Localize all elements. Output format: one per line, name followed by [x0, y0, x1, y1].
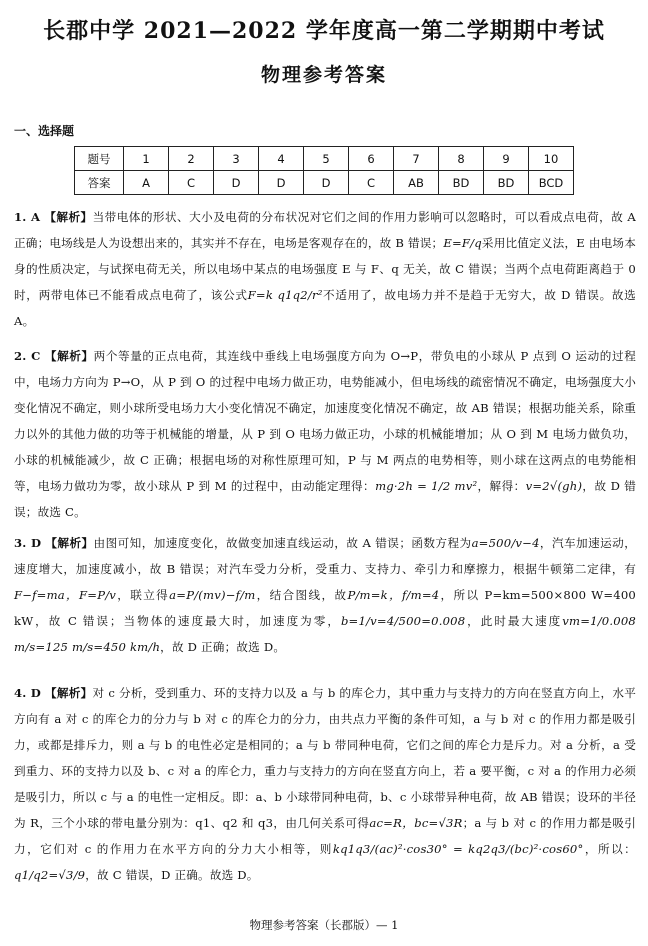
question-2	[14, 343, 636, 525]
answer-table-cell: C	[169, 171, 214, 195]
question-text: 采用比值定义法，E 由电场本身的性质决定，与试探电荷无关，所以电场中某点的电场强度 E 与 F、q 无关，故 C 错误；当两个点电荷距离趋于 0 时，两带电体已不能看成点电荷了，该公式	[14, 236, 637, 302]
question-text: ，此时最大速度	[465, 614, 563, 628]
question-4	[14, 680, 636, 888]
question-text: ，故 D 错误；故选 C。	[14, 479, 636, 519]
formula: P/m=k，f/m=4	[347, 588, 440, 602]
page-subtitle: 物理参考答案	[260, 64, 387, 86]
section-heading: 一、选择题	[14, 124, 75, 138]
answer-table-cell: C	[349, 171, 394, 195]
formula: F=k q1q2/r²	[247, 288, 323, 302]
question-text: 两个等量的正点电荷，其连线中垂线上电场强度方向为 O→P，带负电的小球从 P 点到 O 运动的过程中，电场力方向为 P→O，从 P 到 O 的过程中电场力做正功，电势能减小，但电场线的疏密情况不确定，电场强度大小变化情况不确定，则小球所受电场力大小变化情况不确定，加速度变化情况不确定，故 AB 错误；根据功能关系，除重力以外的其他力做的功等于机械能的增量，从 P 到 O 电场力做正功，小球的机械能增加；从 O 到 M 电场力做负功，小球的机械能减少，故 C 正确；根据电场的对称性原理可知，P 与 M 两点的电势相等，则小球在这两点的电势能相等，电场力做功为零，故小球从 P 到 M 的过程中，由动能定理得：	[14, 349, 636, 493]
answer-table-cell: 1	[124, 147, 169, 171]
question-number: 1. A	[14, 210, 41, 224]
answer-table-cell: BD	[439, 171, 484, 195]
analysis-tag: 【解析】	[44, 349, 94, 363]
formula: a=500/v−4	[471, 536, 540, 550]
question-number: 2. C	[14, 349, 41, 363]
answer-table-cell: 7	[394, 147, 439, 171]
question-text: ，所以 P=km=500×800 W=400 kW，故 C 错误；当物体的速度最大时，加速度为零，	[14, 588, 636, 628]
question-text: ；a 与 b 对 c 的作用力都是吸引力，它们对 c 的作用力在水平方向的分力大小相等，则	[14, 816, 637, 856]
formula: E=F/q	[443, 236, 482, 250]
question-number: 3. D	[14, 536, 42, 550]
answer-table-cell: 10	[529, 147, 574, 171]
answer-table-cell: 5	[304, 147, 349, 171]
answer-table-cell: AB	[394, 171, 439, 195]
answer-table-row-label: 题号	[75, 147, 124, 171]
question-text: 不适用了，故电场力并不是趋于无穷大，故 D 错误。故选 A。	[14, 288, 636, 328]
question-text: ，所以：	[583, 842, 636, 856]
formula: q1/q2=√3/9	[14, 868, 86, 882]
answer-table-cell: D	[304, 171, 349, 195]
answer-table-cell: D	[259, 171, 304, 195]
page-footer: 物理参考答案（长郡版）— 1	[249, 918, 399, 932]
question-text: 对 c 分析，受到重力、环的支持力以及 a 与 b 的库仑力，其中重力与支持力的方向在竖直方向上，水平方向有 a 对 c 的库仑力的分力与 b 对 c 的库仑力的分力，由共点力平衡的条件可知，a 与 b 对 c 的作用力都是吸引力，或都是排斥力，则 a 与 b 的电性必定是相同的；a 与 b 带同种电荷，它们之间的库仑力是斥力。对 a 分析，a 受到重力、环的支持力以及 b、c 对 a 的库仑力，重力与支持力的方向在竖直方向上，若 a 要平衡，c 对 a 的作用力必须是吸引力，所以 c 与 a 的电性一定相反。即：a、b 小球带同种电荷，b、c 小球带异种电荷，故 AB 错误；设环的半径为 R，三个小球的带电量分别为：q1、q2 和 q3，由几何关系可得	[14, 686, 636, 830]
formula: v=2√(gh)	[525, 479, 583, 493]
answer-table-cell: BD	[484, 171, 529, 195]
answer-table	[74, 146, 574, 195]
question-text: ，故 C 错误，D 正确。故选 D。	[85, 868, 259, 882]
formula: b=1/v=4/500=0.008	[340, 614, 466, 628]
answer-table-row-answers	[75, 171, 574, 195]
answer-table-row-numbers	[75, 147, 574, 171]
formula: F−f=ma，F=P/v	[14, 588, 117, 602]
page-title: 长郡中学 2021—2022 学年度高一第二学期期中考试	[43, 18, 605, 44]
analysis-tag: 【解析】	[44, 210, 93, 224]
question-3	[14, 530, 636, 660]
answer-table-cell: 2	[169, 147, 214, 171]
formula: a=P/(mv)−f/m	[169, 588, 256, 602]
answer-table-cell: 9	[484, 147, 529, 171]
answer-table-cell: A	[124, 171, 169, 195]
answer-table-row-label: 答案	[75, 171, 124, 195]
answer-table-cell: D	[214, 171, 259, 195]
answer-table-cell: BCD	[529, 171, 574, 195]
formula: ac=R，bc=√3R	[369, 816, 463, 830]
formula: kq1q3/(ac)²·cos30° = kq2q3/(bc)²·cos60°	[332, 842, 584, 856]
question-text: 由图可知，加速度变化，故做变加速直线运动，故 A 错误；函数方程为	[93, 536, 472, 550]
question-text: ，解得：	[477, 479, 526, 493]
question-1	[14, 204, 636, 334]
question-text: ，故 D 正确；故选 D。	[160, 640, 286, 654]
analysis-tag: 【解析】	[45, 686, 93, 700]
question-number: 4. D	[14, 686, 42, 700]
question-text: ，汽车加速运动，速度增大，加速度减小，故 B 错误；对汽车受力分析，受重力、支持力、牵引力和摩擦力，根据牛顿第二定律，有	[14, 536, 636, 576]
formula: vm=1/0.008 m/s=125 m/s=450 km/h	[14, 614, 636, 654]
answer-table-cell: 4	[259, 147, 304, 171]
analysis-tag: 【解析】	[45, 536, 94, 550]
question-text: 当带电体的形状、大小及电荷的分布状况对它们之间的作用力影响可以忽略时，可以看成点电荷，故 A 正确；电场线是人为设想出来的，其实并不存在，电场是客观存在的，故 B 错误；	[14, 210, 636, 250]
question-text: ，结合图线，故	[255, 588, 348, 602]
question-text: ，联立得	[116, 588, 170, 602]
formula: mg·2h = 1/2 mv²	[375, 479, 478, 493]
answer-table-cell: 8	[439, 147, 484, 171]
answer-table-cell: 6	[349, 147, 394, 171]
answer-table-cell: 3	[214, 147, 259, 171]
